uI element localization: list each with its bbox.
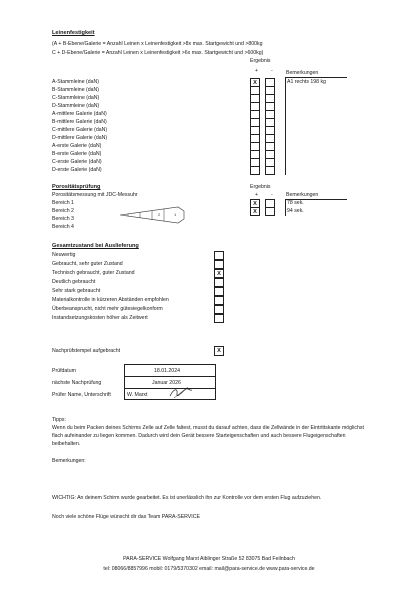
footer-contact: tel: 08066/8857996 mobil: 0179/5370302 email: mail@para-service.de www.para-service.de — [103, 566, 315, 572]
condition-checkbox[interactable] — [214, 278, 224, 287]
line-strength-row-label: D-Stammleine (daN) — [52, 103, 100, 109]
line-strength-result-header: Ergebnis — [250, 58, 271, 64]
tips-line-3: beibehalten. — [52, 441, 81, 447]
porosity-plus-checkbox[interactable]: X — [250, 199, 260, 208]
line-strength-row-label: C-erste Galerie (daN) — [52, 159, 102, 165]
porosity-minus-header: - — [271, 192, 273, 198]
porosity-row-label: Bereich 3 — [52, 216, 74, 222]
porosity-row-label: Bereich 2 — [52, 208, 74, 214]
condition-checkbox[interactable] — [214, 314, 224, 323]
svg-text:1: 1 — [174, 212, 177, 217]
line-strength-note-1: (A + B-Ebene/Galerie = Anzahl Leinen x Leinenfestigkeit >8x max. Startgewicht und >800kg — [52, 41, 263, 47]
line-strength-row-label: A-Stammleine (daN) — [52, 79, 99, 85]
line-strength-row-label: A-erste Galerie (daN) — [52, 143, 102, 149]
inspection-next-label: nächste Nachprüfung — [52, 380, 102, 386]
line-strength-remarks-header: Bemerkungen — [286, 70, 319, 76]
condition-row-label: Deutlich gebraucht — [52, 279, 96, 285]
line-strength-row-remark: A1 rechts 198 kg — [287, 79, 326, 85]
condition-checkbox[interactable] — [214, 260, 224, 269]
porosity-row-remark: 78 sek. — [287, 200, 304, 206]
condition-row-label: Materialkontrolle in kürzeren Abständen empfohlen — [52, 297, 169, 303]
porosity-plus-header: + — [255, 192, 259, 198]
condition-checkbox[interactable]: X — [214, 269, 224, 278]
greeting-text: Noch viele schöne Flüge wünscht dir das Team PARA-SERVICE — [52, 514, 200, 520]
line-strength-row-label: B-mittlere Galerie (daN) — [52, 119, 107, 125]
porosity-result-header: Ergebnis — [250, 184, 271, 190]
line-strength-row-label: A-mittlere Galerie (daN) — [52, 111, 107, 117]
tips-line-2: flach aufeinander zu liegen kommen. Dadurch wird dein Gerät bessere Starteigenschaften und auch bessere Flugeigenschaften — [52, 433, 346, 439]
porosity-row-label: Bereich 4 — [52, 224, 74, 230]
line-strength-minus-checkbox[interactable] — [265, 166, 275, 175]
condition-row-label: Neuwertig — [52, 252, 76, 258]
line-strength-plus-header: + — [255, 68, 259, 74]
porosity-title: Porositätsprüfung — [52, 184, 101, 190]
line-strength-row-label: D-erste Galerie (daN) — [52, 167, 102, 173]
condition-row-label: Sehr stark gebraucht — [52, 288, 101, 294]
porosity-subtitle: Porositätsmessung mit JDC-Messuhr — [52, 192, 138, 198]
remarks-label: Bemerkungen: — [52, 458, 86, 464]
condition-row-label: Gebraucht, sehr guter Zustand — [52, 261, 123, 267]
inspection-date-label: Prüfdatum — [52, 368, 76, 374]
tips-title: Tipps: — [52, 417, 66, 423]
line-strength-row-label: B-erste Galerie (daN) — [52, 151, 102, 157]
line-strength-title: Leinenfestigkeit — [52, 30, 95, 36]
inspection-date-value: 18.01.2024 — [154, 368, 180, 374]
line-strength-note-2: C + D-Ebene/Galerie = Anzahl Leinen x Leinenfestigkeit >6x max. Startgewicht und >600kg) — [52, 50, 264, 56]
condition-checkbox[interactable] — [214, 287, 224, 296]
remarks-column-rule — [285, 78, 286, 175]
tips-line-1: Wenn du beim Packen deines Schirms Zelle auf Zelle faltest, musst du darauf achten, dass die Zellwände in der Eintrittskante möglichst — [52, 425, 364, 431]
porosity-minus-checkbox[interactable] — [265, 207, 275, 216]
remarks-underline — [285, 77, 347, 78]
condition-checkbox[interactable] — [214, 251, 224, 260]
inspection-inspector-label: Prüfer Name, Unterschrift — [52, 392, 111, 398]
porosity-plus-checkbox[interactable]: X — [250, 207, 260, 216]
paraglider-canopy-sketch-icon — [118, 201, 190, 229]
footer-address: PARA-SERVICE Wolfgang Marxt Aiblinger Straße 52 83075 Bad Feilnbach — [123, 556, 295, 562]
stamp-label: Nachprüfstempel aufgebracht — [52, 348, 121, 354]
porosity-remarks-rule — [285, 199, 286, 216]
line-strength-row-label: B-Stammleine (daN) — [52, 87, 99, 93]
line-strength-row-label: D-mittlere Galerie (daN) — [52, 135, 108, 141]
inspection-next-value: Januar 2026 — [152, 380, 181, 386]
inspection-inspector-value: W. Marxt — [127, 392, 148, 398]
condition-checkbox[interactable] — [214, 296, 224, 305]
line-strength-plus-checkbox[interactable]: X — [250, 78, 260, 87]
inspection-divider-1 — [124, 376, 216, 377]
condition-title: Gesamtzustand bei Auslieferung — [52, 243, 139, 249]
line-strength-plus-checkbox[interactable] — [250, 166, 260, 175]
porosity-row-remark: 94 sek. — [287, 208, 304, 214]
porosity-remarks-header: Bemerkungen — [286, 192, 319, 198]
line-strength-row-label: C-Stammleine (daN) — [52, 95, 100, 101]
condition-row-label: Technisch gebraucht, guter Zustand — [52, 270, 135, 276]
line-strength-minus-header: - — [271, 68, 273, 74]
handwritten-signature-icon — [168, 386, 194, 400]
condition-row-label: Überbeansprucht, nicht mehr gütesiegelkonform — [52, 306, 163, 312]
line-strength-row-label: C-mittlere Galerie (daN) — [52, 127, 108, 133]
stamp-checkbox[interactable]: X — [214, 346, 224, 356]
condition-checkbox[interactable] — [214, 305, 224, 314]
condition-row-label: Instandsetzungskosten höher als Zeitwert — [52, 315, 148, 321]
svg-text:2: 2 — [158, 212, 161, 217]
porosity-row-label: Bereich 1 — [52, 200, 74, 206]
warning-text: WICHTIG: An deinem Schirm wurde gearbeitet. Es ist unerlässlich ihn zur Kontrolle vor dem ersten Flug aufzuziehen. — [52, 495, 322, 501]
